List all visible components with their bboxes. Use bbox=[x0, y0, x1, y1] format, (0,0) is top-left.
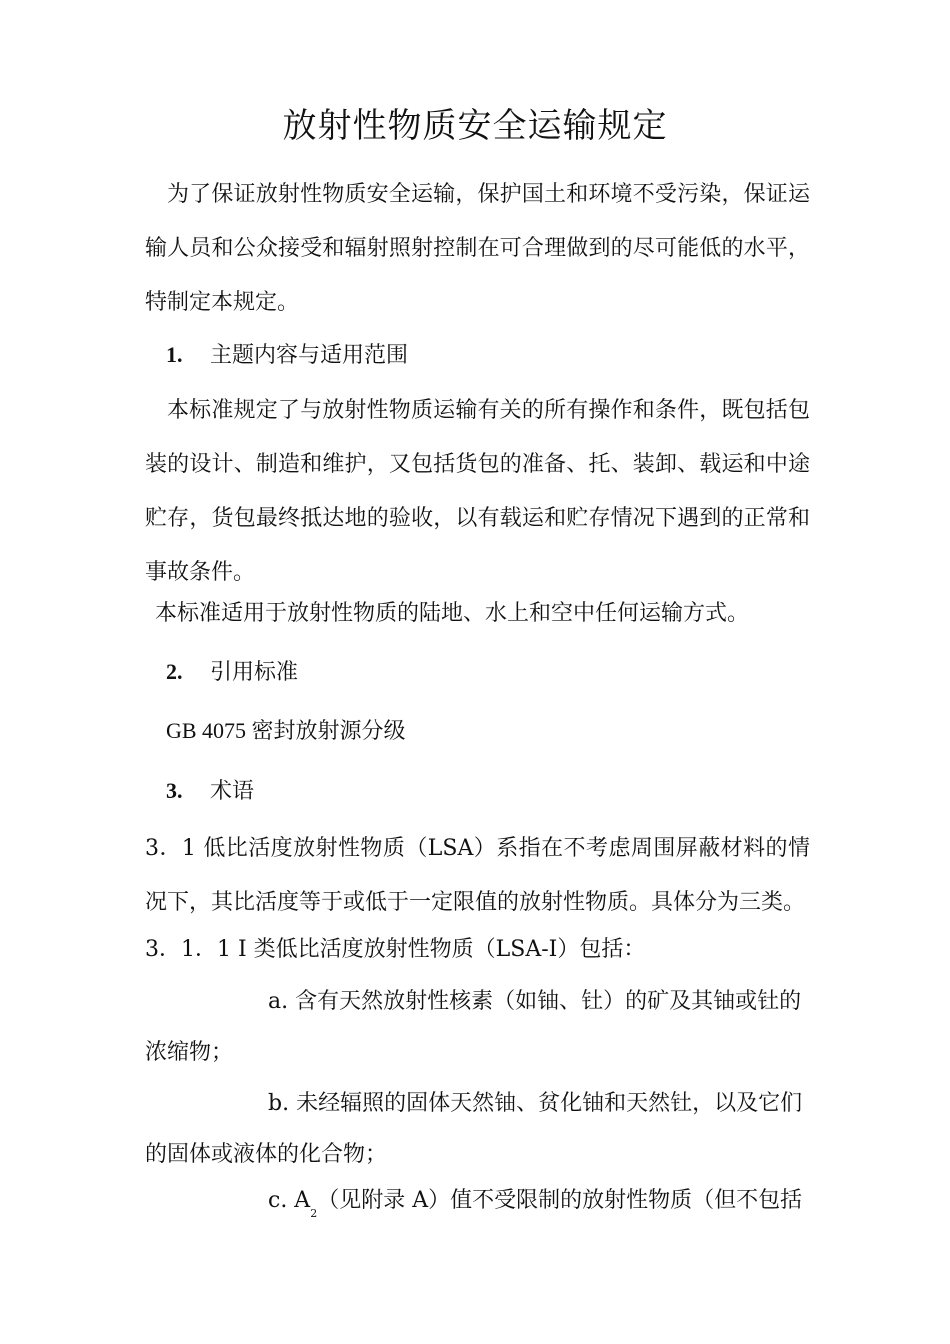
definition-3-1: 3．1 低比活度放射性物质（LSA）系指在不考虑周围屏蔽材料的情况下，其比活度等于或低于一定限值的放射性物质。具体分为三类。 bbox=[145, 836, 810, 915]
section-1-paragraph-1: 本标准规定了与放射性物质运输有关的所有操作和条件，既包括包装的设计、制造和维护，又包括货包的准备、托、装卸、载运和中途贮存，货包最终抵达地的验收，以有载运和贮存情况下遇到的正常和事故条件。 bbox=[145, 398, 810, 585]
item-c-rest: （见附录 A）值不受限制的放射性物质（但不包括 bbox=[317, 1188, 803, 1213]
section-3-number: 3. bbox=[166, 778, 183, 803]
section-3-title: 术语 bbox=[210, 779, 255, 804]
section-1-number: 1. bbox=[166, 342, 183, 367]
section-2-heading bbox=[166, 655, 298, 690]
item-b-line-2: 的固体或液体的化合物； bbox=[145, 1142, 388, 1167]
reference-standard: GB 4075 密封放射源分级 bbox=[166, 718, 406, 743]
section-1-title: 主题内容与适用范围 bbox=[210, 343, 409, 368]
item-b-line-1: b. 未经辐照的固体天然铀、贫化铀和天然钍，以及它们 bbox=[268, 1091, 803, 1116]
item-a-line-1: a. 含有天然放射性核素（如铀、钍）的矿及其铀或钍的 bbox=[268, 989, 802, 1014]
section-1-heading bbox=[166, 338, 408, 373]
section-1-paragraph-2: 本标准适用于放射性物质的陆地、水上和空中任何运输方式。 bbox=[155, 601, 750, 626]
item-c-subscript: 2 bbox=[310, 1207, 318, 1220]
section-2-number: 2. bbox=[166, 659, 183, 684]
document-title: 放射性物质安全运输规定 bbox=[282, 106, 668, 146]
section-3-heading bbox=[166, 774, 254, 809]
section-2-title: 引用标准 bbox=[210, 660, 299, 685]
item-a-line-2: 浓缩物； bbox=[145, 1040, 234, 1065]
definition-3-1-1: 3．1．1 I 类低比活度放射性物质（LSA-I）包括： bbox=[145, 937, 646, 962]
item-c-line-1 bbox=[268, 1184, 802, 1231]
item-c-prefix: c. A bbox=[268, 1188, 311, 1213]
intro-paragraph: 为了保证放射性物质安全运输，保护国土和环境不受污染，保证运输人员和公众接受和辐射照射控制在可合理做到的尽可能低的水平，特制定本规定。 bbox=[145, 182, 810, 315]
